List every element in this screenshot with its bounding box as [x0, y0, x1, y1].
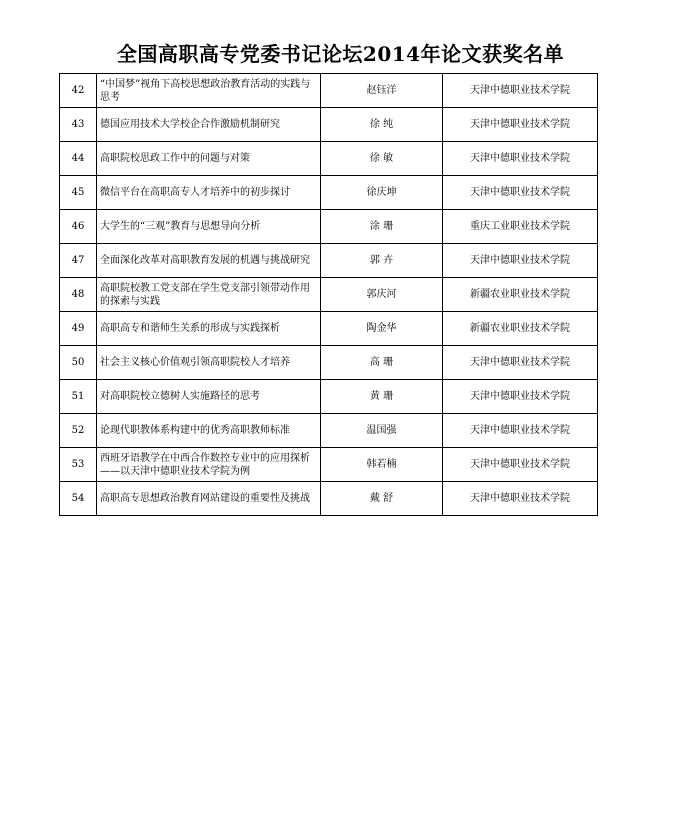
institution-cell: 天津中德职业技术学院: [443, 346, 598, 380]
institution-cell: 天津中德职业技术学院: [443, 176, 598, 210]
author-cell: 郭庆河: [321, 278, 443, 312]
paper-title-cell: 大学生的“三观”教育与思想导向分析: [97, 210, 321, 244]
paper-title-cell: 对高职院校立德树人实施路径的思考: [97, 380, 321, 414]
institution-cell: 天津中德职业技术学院: [443, 244, 598, 278]
institution-cell: 天津中德职业技术学院: [443, 380, 598, 414]
author-cell: 黄 珊: [321, 380, 443, 414]
paper-title-cell: 全面深化改革对高职教育发展的机遇与挑战研究: [97, 244, 321, 278]
table-row: [60, 142, 598, 176]
table-row: [60, 108, 598, 142]
author-cell: 温国强: [321, 414, 443, 448]
table-row: [60, 380, 598, 414]
row-number-cell: 48: [60, 278, 97, 312]
awards-table: [59, 73, 598, 516]
table-row: [60, 414, 598, 448]
author-cell: 陶金华: [321, 312, 443, 346]
paper-title-cell: 论现代职教体系构建中的优秀高职教师标准: [97, 414, 321, 448]
row-number-cell: 46: [60, 210, 97, 244]
paper-title-cell: 高职高专思想政治教育网站建设的重要性及挑战: [97, 482, 321, 516]
paper-title-cell: “中国梦”视角下高校思想政治教育活动的实践与思考: [97, 74, 321, 108]
paper-title-cell: 德国应用技术大学校企合作激励机制研究: [97, 108, 321, 142]
author-cell: 赵钰洋: [321, 74, 443, 108]
institution-cell: 天津中德职业技术学院: [443, 142, 598, 176]
author-cell: 韩若楠: [321, 448, 443, 482]
row-number-cell: 51: [60, 380, 97, 414]
table-row: [60, 278, 598, 312]
author-cell: 涂 珊: [321, 210, 443, 244]
row-number-cell: 47: [60, 244, 97, 278]
awards-table-body: [60, 74, 598, 516]
institution-cell: 天津中德职业技术学院: [443, 448, 598, 482]
institution-cell: 新疆农业职业技术学院: [443, 312, 598, 346]
paper-title-cell: 社会主义核心价值观引领高职院校人才培养: [97, 346, 321, 380]
row-number-cell: 54: [60, 482, 97, 516]
author-cell: 徐庆坤: [321, 176, 443, 210]
paper-title-cell: 高职院校思政工作中的问题与对策: [97, 142, 321, 176]
author-cell: 徐 纯: [321, 108, 443, 142]
row-number-cell: 45: [60, 176, 97, 210]
paper-title-cell: 西班牙语教学在中西合作数控专业中的应用探析——以天津中德职业技术学院为例: [97, 448, 321, 482]
author-cell: 徐 敏: [321, 142, 443, 176]
institution-cell: 天津中德职业技术学院: [443, 482, 598, 516]
row-number-cell: 49: [60, 312, 97, 346]
row-number-cell: 43: [60, 108, 97, 142]
institution-cell: 天津中德职业技术学院: [443, 414, 598, 448]
table-row: [60, 346, 598, 380]
table-row: [60, 448, 598, 482]
row-number-cell: 44: [60, 142, 97, 176]
paper-title-cell: 微信平台在高职高专人才培养中的初步探讨: [97, 176, 321, 210]
row-number-cell: 53: [60, 448, 97, 482]
table-row: [60, 312, 598, 346]
page-title: 全国高职高专党委书记论坛2014年论文获奖名单: [116, 42, 565, 66]
paper-title-cell: 高职高专和谐师生关系的形成与实践探析: [97, 312, 321, 346]
table-row: [60, 74, 598, 108]
institution-cell: 天津中德职业技术学院: [443, 108, 598, 142]
author-cell: 戴 舒: [321, 482, 443, 516]
author-cell: 高 珊: [321, 346, 443, 380]
paper-title-cell: 高职院校教工党支部在学生党支部引领带动作用的探索与实践: [97, 278, 321, 312]
author-cell: 郭 卉: [321, 244, 443, 278]
row-number-cell: 50: [60, 346, 97, 380]
table-row: [60, 210, 598, 244]
institution-cell: 重庆工业职业技术学院: [443, 210, 598, 244]
table-row: [60, 244, 598, 278]
table-row: [60, 176, 598, 210]
row-number-cell: 52: [60, 414, 97, 448]
row-number-cell: 42: [60, 74, 97, 108]
table-row: [60, 482, 598, 516]
institution-cell: 天津中德职业技术学院: [443, 74, 598, 108]
institution-cell: 新疆农业职业技术学院: [443, 278, 598, 312]
